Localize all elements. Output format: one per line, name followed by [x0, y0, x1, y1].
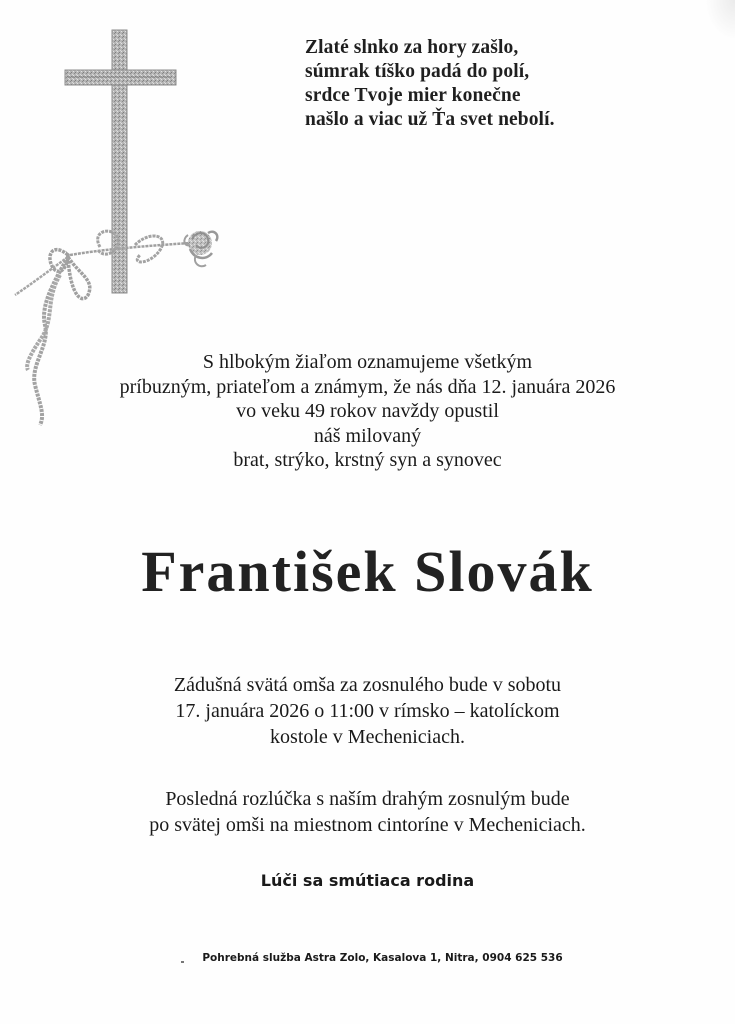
poem-line: Zlaté slnko za hory zašlo,	[305, 37, 519, 58]
poem-line: súmrak tíško padá do polí,	[305, 61, 530, 82]
announcement-line: brat, strýko, krstný syn a synovec	[233, 449, 502, 471]
scan-smudge	[705, 0, 735, 40]
announcement-line: príbuzným, priateľom a známym, že nás dňa 12. januára 2026	[119, 375, 616, 398]
mass-info	[0, 672, 735, 750]
poem-line: našlo a viac už Ťa svet nebolí.	[305, 109, 555, 130]
poem-line: srdce Tvoje mier konečne	[305, 85, 521, 106]
farewell-line: po svätej omši na miestnom cintoríne v Mecheniciach.	[149, 814, 586, 836]
announcement-line: vo veku 49 rokov navždy opustil	[236, 400, 499, 422]
farewell-info	[0, 786, 735, 838]
mass-line: kostole v Mecheniciach.	[270, 726, 465, 748]
announcement-line: S hlbokým žiaľom oznamujeme všetkým	[202, 351, 533, 373]
farewell-line: Posledná rozlúčka s naším drahým zosnulým bude	[165, 788, 570, 810]
deceased-name: František Slovák	[141, 539, 594, 604]
announcement	[0, 350, 735, 473]
poem	[305, 36, 555, 132]
mass-line: 17. januára 2026 o 11:00 v rímsko – katolíckom	[175, 700, 560, 722]
rose	[184, 231, 217, 266]
family-signature: Lúči sa smútiaca rodina	[260, 871, 475, 890]
funeral-service-info: Pohrebná služba Astra Zolo, Kasalova 1, Nitra, 0904 625 536	[202, 952, 563, 964]
cross-stem	[112, 30, 127, 293]
announcement-line: náš milovaný	[313, 424, 422, 447]
mass-line: Zádušná svätá omša za zosnulého bude v sobotu	[173, 674, 562, 696]
